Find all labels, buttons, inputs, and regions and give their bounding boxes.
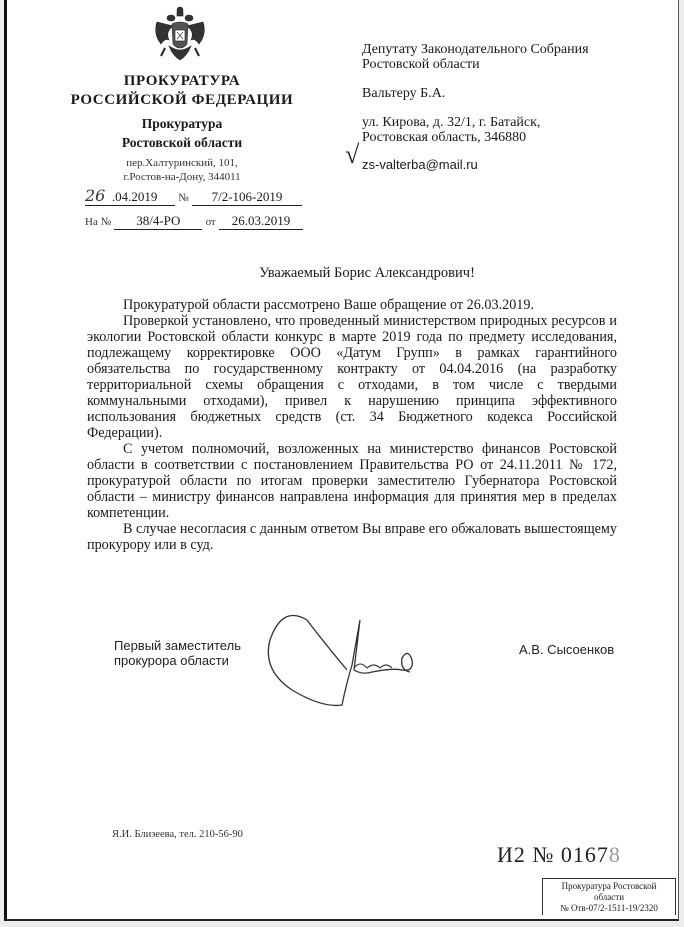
stamp-line2: области [593,892,625,902]
reg-prefix: И2 № [497,842,555,867]
handwritten-signature [262,610,462,710]
coat-of-arms-emblem [147,4,213,66]
recipient-address-line1: ул. Кирова, д. 32/1, г. Батайск, [362,115,541,130]
sub-org-line2: Ростовской области [121,135,243,150]
reg-number: 0167 [560,842,609,867]
stamp-line1: Прокуратура Ростовской [561,881,657,891]
recipient-block [362,42,652,187]
check-mark-icon: √ [345,140,360,169]
date-rest: .04.2019 [111,189,158,204]
org-name-line1: ПРОКУРАТУРА [123,73,241,89]
registration-stamp [542,878,676,915]
org-name-line2: РОССИЙСКОЙ ФЕДЕРАЦИИ [70,92,294,108]
stamp-line3: № Отв-07/2-1511-19/2320 [560,903,658,913]
recipient-email: zs-valterba@mail.ru [362,157,478,172]
ref-date: 26.03.2019 [219,213,303,230]
signer-title-line1: Первый заместитель [114,638,241,653]
letter-page [4,0,679,921]
executor-contact: Я.И. Близеева, тел. 210-56-90 [112,829,243,840]
recipient-address-line2: Ростовская область, 346880 [362,130,527,145]
date-day-handwritten: 26 [85,186,106,205]
org-address [67,156,297,184]
paragraph: Прокуратурой области рассмотрено Ваше обращение от 26.03.2019. [123,297,535,313]
signer-title-line2: прокурора области [114,653,229,668]
outgoing-number: 7/2-106-2019 [192,189,302,206]
reference-line [85,213,303,230]
number-label: № [178,192,189,204]
ref-label: На № [85,216,112,228]
registration-number [497,842,621,868]
sub-org-line1: Прокуратура [141,116,223,131]
paragraph: Проверкой установлено, что проведенный министерством природных ресурсов и экологии Ростовской области конкурс в марте 2019 года по предмету исследования, подлежащему корректировке ООО «Датум Групп» в рамках гарантийного обязательства по государственному контракту от 04.04.2016 (на разработку территориальной схемы обращения с отходами, в том числе с твердыми коммунальными отходами), привел к нарушению принципа эффективного использования бюджетных средств (ст. 34 Бюджетного кодекса Российской Федерации). [87,313,617,441]
org-address-line2: г.Ростов-на-Дону, 344011 [123,171,241,183]
ref-from-label: от [205,216,216,228]
org-address-line1: пер.Халтуринский, 101, [126,157,238,169]
sub-org-name [67,114,297,152]
recipient-line2: Ростовской области [362,57,480,72]
letter-body [87,297,617,553]
paragraph: В случае несогласия с данным ответом Вы вправе его обжаловать вышестоящему прокурору или в суд. [87,521,617,553]
signer-title [114,638,241,668]
outgoing-number-line [85,186,302,206]
recipient-name: Вальтеру Б.А. [362,86,446,101]
recipient-line1: Депутату Законодательного Собрания [362,42,589,57]
outgoing-date [85,186,175,206]
ref-number: 38/4-РО [114,213,202,230]
paragraph: С учетом полномочий, возложенных на министерство финансов Ростовской области в соответствии с постановлением Правительства РО от 24.11.2011 № 172, прокуратурой области по итогам проверки заместителю Губернатора Ростовской области – министру финансов направлена информация для принятия мер в пределах компетенции. [87,441,617,521]
greeting: Уважаемый Борис Александрович! [259,265,475,281]
reg-number-faded: 8 [608,842,621,867]
org-name [67,72,297,110]
signer-name: А.В. Сысоенков [519,642,615,657]
